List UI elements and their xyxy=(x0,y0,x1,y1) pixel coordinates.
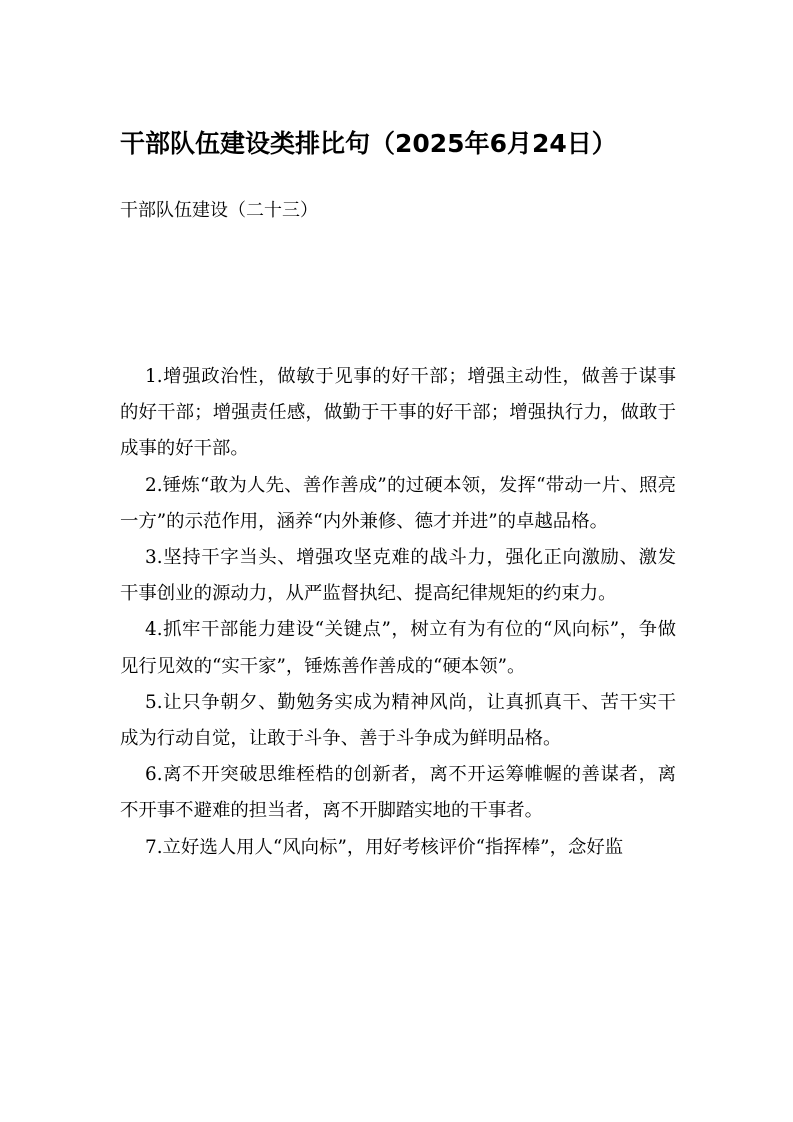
document-title: 干部队伍建设类排比句（2025年6月24日） xyxy=(120,129,617,158)
paragraph-7: 7.立好选人用人“风向标”，用好考核评价“指挥棒”，念好监 xyxy=(145,836,624,858)
paragraph-5: 5.让只争朝夕、勤勉务实成为精神风尚，让真抓真干、苦干实干成为行动自觉，让敢于斗争、善于斗争成为鲜明品格。 xyxy=(120,691,676,750)
paragraph-4: 4.抓牢干部能力建设“关键点”，树立有为有位的“风向标”，争做见行见效的“实干家”，锤炼善作善成的“硬本领”。 xyxy=(120,619,676,677)
paragraph-1: 1.增强政治性，做敏于见事的好干部；增强主动性，做善于谋事的好干部；增强责任感，做勤于干事的好干部；增强执行力，做敢于成事的好干部。 xyxy=(120,366,676,460)
paragraph-3: 3.坚持干字当头、增强攻坚克难的战斗力，强化正向激励、激发干事创业的源动力，从严监督执纪、提高纪律规矩的约束力。 xyxy=(120,547,676,605)
document-subtitle: 干部队伍建设（二十三） xyxy=(120,200,318,221)
document-body xyxy=(120,359,676,866)
paragraph-2: 2.锤炼“敢为人先、善作善成”的过硬本领，发挥“带动一片、照亮一方”的示范作用，涵养“内外兼修、德才并进”的卓越品格。 xyxy=(120,474,676,532)
paragraph-6: 6.离不开突破思维桎梏的创新者，离不开运筹帷幄的善谋者，离不开事不避难的担当者，离不开脚踏实地的干事者。 xyxy=(120,764,676,822)
